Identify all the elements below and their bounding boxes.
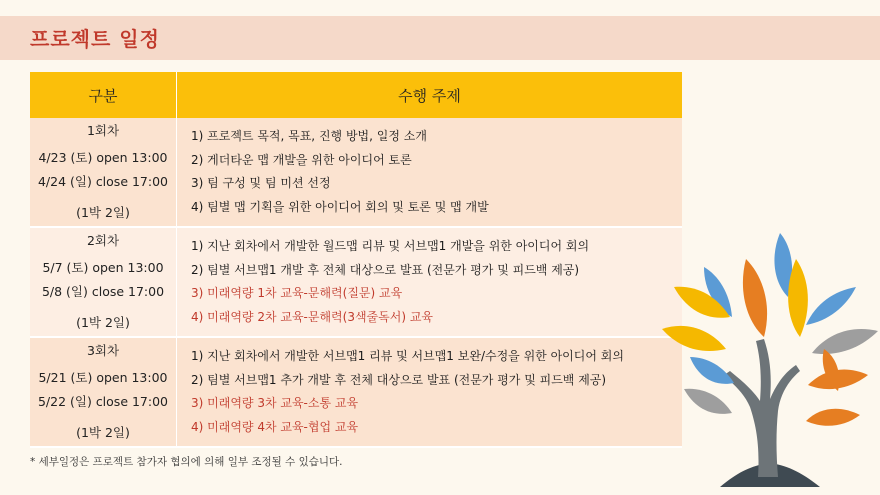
session-close: 4/24 (일) close 17:00 [37, 174, 169, 189]
topic-item: 2) 팀별 서브맵1 추가 개발 후 전체 대상으로 발표 (전문가 평가 및 피드백 제공) [191, 372, 607, 387]
table-row [30, 227, 682, 337]
session-stay: (1박 2일) [76, 425, 130, 440]
page-title: 프로젝트 일정 [30, 27, 160, 51]
session-cell [30, 118, 177, 227]
session-open: 5/7 (토) open 13:00 [42, 260, 164, 275]
leaf [743, 259, 767, 337]
topic-cell [177, 118, 683, 227]
leaf [806, 287, 856, 325]
leaf [812, 329, 878, 354]
topic-item: 2) 팀별 서브맵1 개발 후 전체 대상으로 발표 (전문가 평가 및 피드백 제공) [191, 262, 580, 277]
topic-item: 4) 팀별 맵 기획을 위한 아이디어 회의 및 토론 및 맵 개발 [191, 199, 489, 214]
topic-item: 1) 지난 회차에서 개발한 월드맵 리뷰 및 서브맵1 개발을 위한 아이디어 회의 [191, 239, 590, 253]
topic-cell [177, 227, 683, 337]
tree-trunk [724, 339, 800, 477]
leaf [690, 357, 734, 384]
session-open: 5/21 (토) open 13:00 [38, 370, 168, 385]
leaf [684, 389, 732, 414]
session-label: 2회차 [86, 233, 120, 248]
schedule-table [30, 72, 682, 448]
hand-tree-icon [660, 225, 880, 495]
topic-item-highlight: 4) 미래역량 4차 교육-협업 교육 [191, 419, 359, 434]
title-bar [0, 16, 880, 60]
session-close: 5/22 (일) close 17:00 [37, 394, 169, 409]
session-cell [30, 227, 177, 337]
table-row [30, 337, 682, 447]
topic-item: 1) 프로젝트 목적, 목표, 진행 방법, 일정 소개 [191, 129, 427, 143]
topic-item: 3) 팀 구성 및 팀 미션 선정 [191, 176, 331, 190]
header-topic: 수행 주제 [177, 72, 683, 118]
leaf [662, 326, 726, 351]
topic-item-highlight: 3) 미래역량 1차 교육-문해력(질문) 교육 [191, 286, 403, 300]
topic-item: 2) 게더타운 맵 개발을 위한 아이디어 토론 [191, 152, 412, 167]
session-label: 3회차 [86, 343, 120, 358]
footnote: * 세부일정은 프로젝트 참가자 협의에 의해 일부 조정될 수 있습니다. [30, 456, 343, 468]
session-open: 4/23 (토) open 13:00 [38, 150, 168, 165]
session-stay: (1박 2일) [76, 315, 130, 330]
header-session: 구분 [30, 72, 177, 118]
session-cell [30, 337, 177, 447]
table-row [30, 118, 682, 227]
leaf [806, 409, 860, 426]
session-label: 1회차 [86, 123, 120, 138]
topic-item-highlight: 4) 미래역량 2차 교육-문해력(3색줄독서) 교육 [191, 309, 434, 324]
session-stay: (1박 2일) [76, 205, 130, 220]
topic-cell [177, 337, 683, 447]
session-close: 5/8 (일) close 17:00 [41, 284, 165, 299]
topic-item: 1) 지난 회차에서 개발한 서브맵1 리뷰 및 서브맵1 보완/수정을 위한 아이디어 회의 [191, 349, 624, 363]
topic-item-highlight: 3) 미래역량 3차 교육-소통 교육 [191, 396, 359, 410]
table-header-row [30, 72, 682, 118]
